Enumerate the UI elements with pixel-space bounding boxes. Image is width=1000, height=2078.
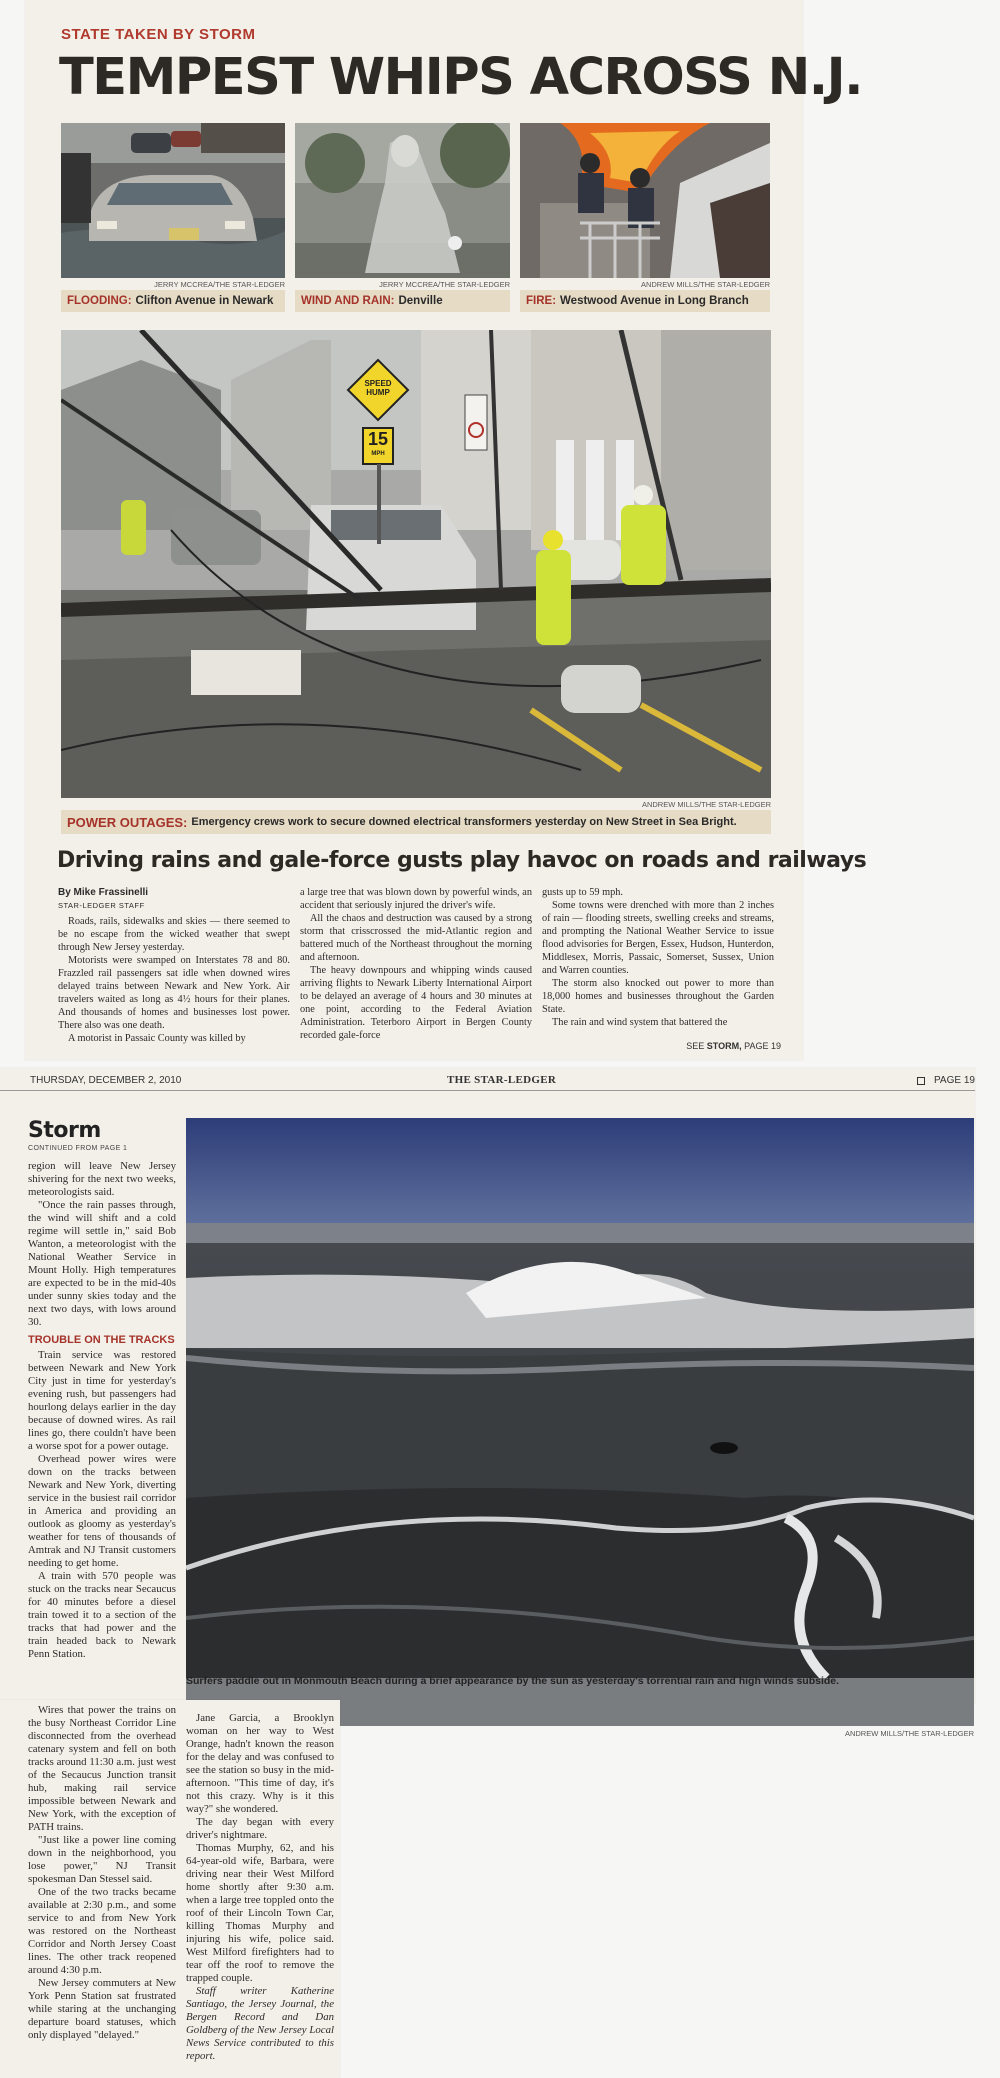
jump-title: Storm [28, 1118, 101, 1143]
paragraph: The rain and wind system that battered the [552, 1017, 728, 1028]
page-date: THURSDAY, DECEMBER 2, 2010 [30, 1075, 182, 1086]
inside-column-1-continued [28, 1704, 176, 2042]
wind-rain-photo [295, 123, 510, 278]
caption-text: Westwood Avenue in Long Branch [560, 295, 749, 307]
paragraph: New Jersey commuters at New York Penn Station sat frustrated while staring at the unchanging departure board statuses, which only displayed "delayed." [28, 1977, 176, 2041]
caption-label: FLOODING: [67, 295, 132, 307]
paragraph: Overhead power wires were down on the tracks between Newark and New York, diverting service in the busiest rail corridor in America and providing an outlook as gloomy as yesterday's weather for tens of thousands of Amtrak and NJ Transit customers needing to get home. [28, 1453, 176, 1569]
headline: TEMPEST WHIPS ACROSS N.J. [59, 48, 863, 107]
photo-credit: JERRY MCCREA/THE STAR-LEDGER [154, 280, 285, 289]
paragraph: gusts up to 59 mph. [542, 887, 623, 898]
surf-photo [186, 1118, 974, 1726]
power-outage-photo [61, 330, 771, 798]
photo-credit: JERRY MCCREA/THE STAR-LEDGER [379, 280, 510, 289]
paragraph: Jane Garcia, a Brooklyn woman on her way to West Orange, hadn't known the reason for the delay and was confused to see the station so busy in the mid-afternoon. "This time of day, it's not this crazy. Why is it this way?" she wondered. [186, 1712, 334, 1815]
inside-page-continuation [0, 1700, 340, 2078]
inside-column-1 [28, 1160, 176, 1661]
front-page-clipping [25, 0, 867, 1060]
fire-caption [520, 290, 770, 312]
caption-label: WIND AND RAIN: [301, 295, 395, 307]
paragraph: Motorists were swamped on Interstates 78 and 80. Frazzled rail passengers sat idle when downed wires delayed trains between Newark and New York. Air travelers waited as long as 4½ hours for their planes. And thousands of homes and businesses lost power. There also was one death. [58, 955, 290, 1031]
caption-label: FIRE: [526, 295, 557, 307]
front-column-3 [542, 886, 774, 1029]
sign-mph-text: MPH [371, 451, 385, 457]
paragraph: A motorist in Passaic County was killed by [68, 1033, 246, 1044]
speed-limit-sign [363, 428, 393, 458]
jump-line [686, 1041, 781, 1051]
paragraph: One of the two tracks became available at 2:30 p.m., and some service to and from New York was restored on the Northeast Corridor and North Jersey Coast lines. The other track reopened around 4:30 p.m. [28, 1886, 176, 1976]
paragraph: Roads, rails, sidewalks and skies — there seemed to be no escape from the wicked weather that swept through New Jersey yesterday. [58, 916, 290, 953]
surf-photo-caption: Surfers paddle out in Monmouth Beach during a brief appearance by the sun as yesterday's torrential rain and high winds subside. [186, 1675, 840, 1687]
paragraph: The heavy downpours and whipping winds caused arriving flights to Newark Liberty International Airport to be delayed an average of 4 hours and 30 minutes at one point, according to the Federal Aviation Administration. Teterboro Airport in Bergen County recorded gale-force [300, 965, 532, 1041]
inside-column-2 [186, 1712, 334, 2063]
speed-hump-sign [340, 379, 416, 397]
paragraph: region will leave New Jersey shivering for the next two weeks, meteorologists said. [28, 1160, 176, 1198]
newspaper-name: THE STAR-LEDGER [447, 1074, 557, 1086]
paragraph: Some towns were drenched with more than 2 inches of rain — flooding streets, swelling creeks and streams, and prompting the National Weather Service to issue flood advisories for Bergen, Essex, Hudson, Hunterdon, Middlesex, Morris, Passaic, Somerset, Sussex, Union and Warren counties. [542, 900, 774, 976]
paragraph: All the chaos and destruction was caused by a strong storm that crisscrossed the mid-Atlantic region and battered much of the Northeast throughout the morning and afternoon. [300, 913, 532, 963]
photo-credit: ANDREW MILLS/THE STAR-LEDGER [641, 800, 771, 809]
caption-text: Denville [398, 295, 443, 307]
paragraph: The day began with every driver's nightmare. [186, 1816, 334, 1841]
page-header [0, 1068, 975, 1091]
sign-speed-text: SPEED [364, 379, 392, 388]
caption-text: Clifton Avenue in Newark [135, 295, 274, 307]
paragraph: "Once the rain passes through, the wind will shift and a cold regime will settle in," said Bob Wanton, a meteorologist with the National Weather Service in Mount Holly. High temperatures are expected to be in the mid-40s under sunny skies today and the next two days, with lows around 30. [28, 1199, 176, 1328]
photo-credit: ANDREW MILLS/THE STAR-LEDGER [640, 280, 770, 289]
paragraph: a large tree that was blown down by powerful winds, an accident that seriously injured the driver's wife. [300, 887, 532, 911]
inside-page-clipping [0, 1068, 975, 1738]
front-column-2 [300, 886, 532, 1042]
page-number: PAGE 19 [934, 1075, 975, 1086]
paragraph: Wires that power the trains on the busy Northeast Corridor Line disconnected from the overhead catenary system and fell on both tracks around 11:30 a.m. just west of the Secaucus Junction transit hub, making rail service impossible between Newark and New York, with the exception of PATH trains. [28, 1704, 176, 1833]
caption-text: Emergency crews work to secure downed electrical transformers yesterday on New Street in Sea Bright. [191, 816, 737, 828]
byline-staff: STAR-LEDGER STAFF [58, 901, 145, 910]
jump-see: SEE [686, 1041, 705, 1051]
caption-label: POWER OUTAGES: [67, 814, 188, 830]
subheadline: Driving rains and gale-force gusts play havoc on roads and railways [57, 848, 867, 873]
paragraph: "Just like a power line coming down in the neighborhood, you lose power," NJ Transit spokesman Dan Stessel said. [28, 1834, 176, 1885]
page-marker-icon [917, 1077, 925, 1085]
wind-rain-caption [295, 290, 510, 312]
fire-photo [520, 123, 770, 278]
paragraph: A train with 570 people was stuck on the tracks near Secaucus for 40 minutes before a diesel train towed it to a section of the tracks that had power and the train headed back to Newark Penn Station. [28, 1570, 176, 1660]
section-heading: TROUBLE ON THE TRACKS [28, 1334, 175, 1346]
byline: By Mike Frassinelli [58, 887, 149, 898]
front-column-1 [58, 886, 290, 1045]
kicker: STATE TAKEN BY STORM [61, 26, 256, 43]
continued-from: CONTINUED FROM PAGE 1 [28, 1145, 128, 1152]
flooding-caption [61, 290, 285, 312]
jump-word: STORM, [706, 1041, 742, 1051]
paragraph: Train service was restored between Newark and New York City just in time for yesterday's evening rush, but passengers had hourlong delays earlier in the day because of downed wires. As rail lines go, there couldn't have been a worse spot for a power outage. [28, 1349, 176, 1452]
contributors-note: Staff writer Katherine Santiago, the Jersey Journal, the Bergen Record and Dan Goldberg of the New Jersey Local News Service contributed to this report. [186, 1985, 334, 2062]
jump-page: PAGE 19 [744, 1041, 781, 1051]
power-outage-caption [61, 810, 771, 834]
sign-hump-text: HUMP [366, 388, 390, 397]
photo-credit: ANDREW MILLS/THE STAR-LEDGER [844, 1729, 974, 1738]
paragraph: Thomas Murphy, 62, and his 64-year-old wife, Barbara, were driving near their West Milford home shortly after 9:30 a.m. when a large tree toppled onto the roof of their Lincoln Town Car, killing Thomas Murphy and injuring his wife, police said. West Milford firefighters had to tear off the roof to remove the trapped couple. [186, 1842, 334, 1984]
flooding-photo [61, 123, 285, 278]
sign-limit-number: 15 [367, 429, 389, 449]
paragraph: The storm also knocked out power to more than 18,000 homes and businesses throughout the Garden State. [542, 978, 774, 1015]
